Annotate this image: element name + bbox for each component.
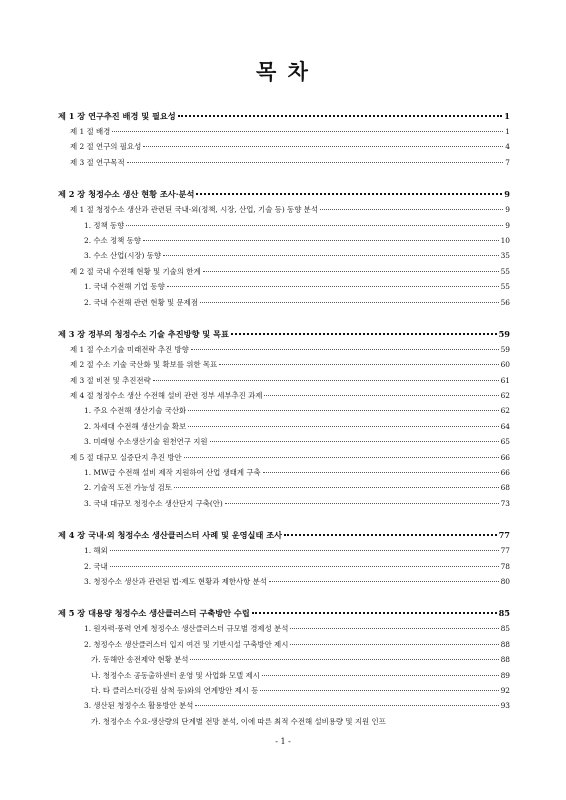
toc-entry-page: 9 (504, 189, 510, 200)
page-number: - 1 - (275, 737, 291, 746)
toc-entry-page: 1 (505, 127, 510, 136)
toc-entry-title: 제 2 장 청정수소 생산 현황 조사·분석 (58, 189, 195, 200)
toc-entry-title: 1. 정책 동향 (84, 220, 125, 230)
toc-chapter[interactable] (58, 186, 510, 202)
toc-dot-leader (290, 644, 498, 645)
toc-entry[interactable] (58, 124, 510, 139)
toc-entry[interactable] (58, 155, 510, 170)
toc-entry-title: 제 3 절 비전 및 추진전략 (70, 375, 151, 385)
toc-entry[interactable] (58, 139, 510, 154)
toc-entry-page: 55 (500, 282, 510, 292)
toc-entry[interactable] (58, 480, 510, 495)
toc-entry-title: 3. 청정수소 생산과 관련된 법·제도 현황과 제한사항 분석 (84, 576, 267, 586)
toc-dot-leader (219, 364, 498, 365)
toc-entry[interactable] (58, 202, 510, 217)
toc-entry-page: 77 (500, 546, 510, 556)
toc-entry-title: 3. 미래형 수소생산기술 원천연구 지원 (84, 437, 208, 447)
toc-entry-title: 1. 해외 (84, 546, 108, 556)
toc-entry-title: 다. 타 클러스터(강원 삼척 등)와의 연계방안 제시 등 (91, 685, 259, 695)
toc-entry-page: 80 (500, 576, 510, 586)
toc-entry-title: 제 2 절 국내 수전해 현황 및 기술의 한계 (70, 266, 201, 276)
toc-chapter[interactable] (58, 108, 510, 124)
toc-entry-title: 2. 수소 정책 동향 (84, 235, 141, 245)
toc-dot-leader (167, 286, 499, 287)
toc-dot-leader (320, 209, 503, 210)
toc-dot-leader (153, 380, 499, 381)
toc-entry[interactable] (58, 652, 510, 667)
toc-entry[interactable] (58, 248, 510, 263)
toc-dot-leader (284, 534, 497, 536)
toc-entry[interactable] (58, 295, 510, 310)
toc-entry-title: 2. 청정수소 생산클러스터 입지 여건 및 기반시설 구축방안 제시 (84, 639, 289, 649)
toc-entry-title: 2. 국내 수전해 관련 현황 및 문제점 (84, 297, 198, 307)
toc-dot-leader (200, 302, 499, 303)
toc-dot-leader (163, 255, 499, 256)
toc-dot-leader (127, 162, 504, 163)
toc-entry[interactable] (58, 233, 510, 248)
toc-entry-title: 1. 원자력·풍력 연계 청정수소 생산클러스터 규모별 경제성 분석 (84, 624, 289, 634)
toc-entry[interactable] (58, 698, 510, 713)
toc-dot-leader (143, 146, 503, 147)
toc-dot-leader (178, 115, 503, 117)
toc-entry[interactable] (58, 434, 510, 449)
toc-entry-title: 제 2 절 연구의 필요성 (70, 142, 142, 152)
toc-dot-leader (203, 271, 499, 272)
toc-entry-page: 88 (500, 655, 510, 665)
toc-entry[interactable] (58, 403, 510, 418)
toc-dot-leader (290, 628, 498, 629)
toc-entry[interactable] (58, 373, 510, 388)
toc-entry[interactable] (58, 279, 510, 294)
toc-entry[interactable] (58, 621, 510, 636)
toc-entry-title: 1. MW급 수전해 설비 제작 지원하여 산업 생태계 구축 (84, 468, 261, 478)
toc-dot-leader (225, 503, 499, 504)
toc-entry-page: 85 (500, 624, 510, 634)
toc-dot-leader (191, 349, 499, 350)
toc-entry-page: 62 (500, 391, 510, 401)
toc-dot-leader (188, 426, 498, 427)
toc-entry-title: 제 1 절 배경 (70, 127, 111, 136)
toc-entry-page: 59 (500, 344, 510, 354)
toc-entry[interactable] (58, 342, 510, 357)
toc-dot-leader (188, 410, 498, 411)
toc-entry-page: 59 (498, 328, 510, 339)
toc-entry[interactable] (58, 264, 510, 279)
toc-entry-page: 9 (505, 205, 510, 215)
toc-dot-leader (260, 690, 498, 691)
toc-entry[interactable] (58, 465, 510, 480)
toc-dot-leader (174, 487, 499, 488)
toc-entry-page: 56 (500, 297, 510, 307)
toc-entry-title: 3. 수소 산업(시장) 동향 (84, 251, 161, 261)
toc-entry-page: 66 (500, 452, 510, 462)
toc-entry-page: 7 (505, 157, 510, 167)
toc-entry[interactable] (58, 496, 510, 511)
toc-entry-title: 제 4 절 청정수소 생산 수전해 설비 관련 정부 세부추진 과제 (70, 391, 263, 401)
toc-entry[interactable] (58, 574, 510, 589)
toc-entry[interactable] (58, 543, 510, 558)
toc-entry-page: 68 (500, 483, 510, 493)
toc-entry-page: 9 (505, 220, 510, 230)
toc-entry-title: 제 4 장 국내·외 청정수소 생산클러스터 사례 및 운영실태 조사 (58, 530, 283, 541)
toc-entry-title: 제 1 절 수소기술 미래전략 추진 방향 (70, 344, 189, 354)
toc-dot-leader (264, 395, 498, 396)
page-title: 목 차 (256, 59, 310, 84)
toc-entry-title: 2. 기술적 도전 가능성 검토 (84, 483, 172, 493)
toc-dot-leader (195, 705, 498, 706)
toc-entry-page: 77 (498, 530, 510, 541)
toc-chapter[interactable] (58, 527, 510, 543)
toc-entry-page: 92 (500, 685, 510, 695)
toc-dot-leader (112, 131, 503, 132)
toc-entry-page: 1 (504, 111, 510, 121)
toc-entry[interactable] (58, 668, 510, 683)
table-of-contents (58, 108, 510, 729)
toc-entry-page: 65 (500, 437, 510, 447)
toc-entry[interactable] (58, 218, 510, 233)
toc-entry-page: 89 (500, 670, 510, 680)
toc-entry-page: 4 (505, 142, 510, 152)
toc-entry-page: 35 (500, 251, 510, 261)
toc-entry-page: 62 (500, 406, 510, 416)
toc-dot-leader (231, 333, 497, 335)
toc-entry[interactable] (58, 683, 510, 698)
toc-dot-leader (126, 225, 503, 226)
toc-entry[interactable] (58, 388, 510, 403)
toc-entry-page: 88 (500, 639, 510, 649)
toc-entry-title: 제 3 장 정부의 청정수소 기술 추진방향 및 목표 (58, 328, 229, 339)
toc-entry-title: 제 1 장 연구추진 배경 및 필요성 (58, 111, 176, 121)
toc-dot-leader (252, 612, 497, 614)
toc-entry-title: 제 5 절 대규모 실증단지 추진 방안 (70, 452, 182, 462)
toc-entry[interactable] (58, 450, 510, 465)
toc-dot-leader (110, 566, 499, 567)
toc-entry[interactable] (58, 637, 510, 652)
toc-entry-title: 제 3 절 연구목적 (70, 157, 125, 167)
toc-entry-title: 2. 국내 (84, 561, 108, 571)
toc-entry-title: 1. 주요 수전해 생산기술 국산화 (84, 406, 187, 416)
toc-entry-title: 나. 청정수소 공동출하센터 운영 및 사업화 모델 제시 (91, 670, 260, 680)
toc-entry-title: 3. 국내 대규모 청정수소 생산단지 구축(안) (84, 498, 223, 508)
toc-entry-page: 61 (500, 375, 510, 385)
toc-entry[interactable] (58, 559, 510, 574)
toc-entry-title: 2. 차세대 수전해 생산기술 확보 (84, 421, 187, 431)
toc-entry-page: 10 (500, 235, 510, 245)
toc-chapter[interactable] (58, 326, 510, 342)
toc-entry-page: 60 (500, 360, 510, 370)
toc-entry-title: 제 5 장 대용량 청정수소 생산클러스터 구축방안 수립 (58, 608, 250, 619)
toc-dot-leader (143, 240, 499, 241)
toc-chapter[interactable] (58, 605, 510, 621)
toc-entry-page: 66 (500, 468, 510, 478)
toc-dot-leader (269, 581, 499, 582)
toc-entry[interactable] (58, 419, 510, 434)
toc-entry-page: 73 (500, 498, 510, 508)
toc-entry-page: 64 (500, 421, 510, 431)
toc-entry-title: 제 2 절 수소 기술 국산화 및 확보를 위한 목표 (70, 360, 218, 370)
toc-entry-title: 가. 동해안 송전제약 현황 분석 (91, 655, 189, 665)
toc-dot-leader (262, 675, 499, 676)
toc-dot-leader (196, 193, 502, 195)
toc-entry-title: 제 1 절 청정수소 생산과 관련된 국내·외(정책, 시장, 산업, 기술 등) 동향 분석 (70, 205, 318, 215)
toc-dot-leader (184, 457, 499, 458)
toc-entry-page: 93 (500, 701, 510, 711)
toc-entry-page: 78 (500, 561, 510, 571)
toc-dot-leader (190, 659, 498, 660)
toc-entry[interactable] (58, 714, 510, 729)
toc-entry-page: 55 (500, 266, 510, 276)
toc-entry-page: 85 (498, 608, 510, 619)
toc-entry-title: 3. 생산된 청정수소 활용방안 분석 (84, 701, 194, 711)
toc-entry-title: 가. 청정수소 수요-생산량의 단계별 전망 분석, 이에 따른 최적 수전해 설비용량 및 지원 인프 (91, 716, 386, 726)
toc-dot-leader (210, 441, 499, 442)
toc-entry[interactable] (58, 357, 510, 372)
toc-entry-title: 1. 국내 수전해 기업 동향 (84, 282, 165, 292)
toc-dot-leader (263, 472, 499, 473)
toc-dot-leader (110, 550, 499, 551)
